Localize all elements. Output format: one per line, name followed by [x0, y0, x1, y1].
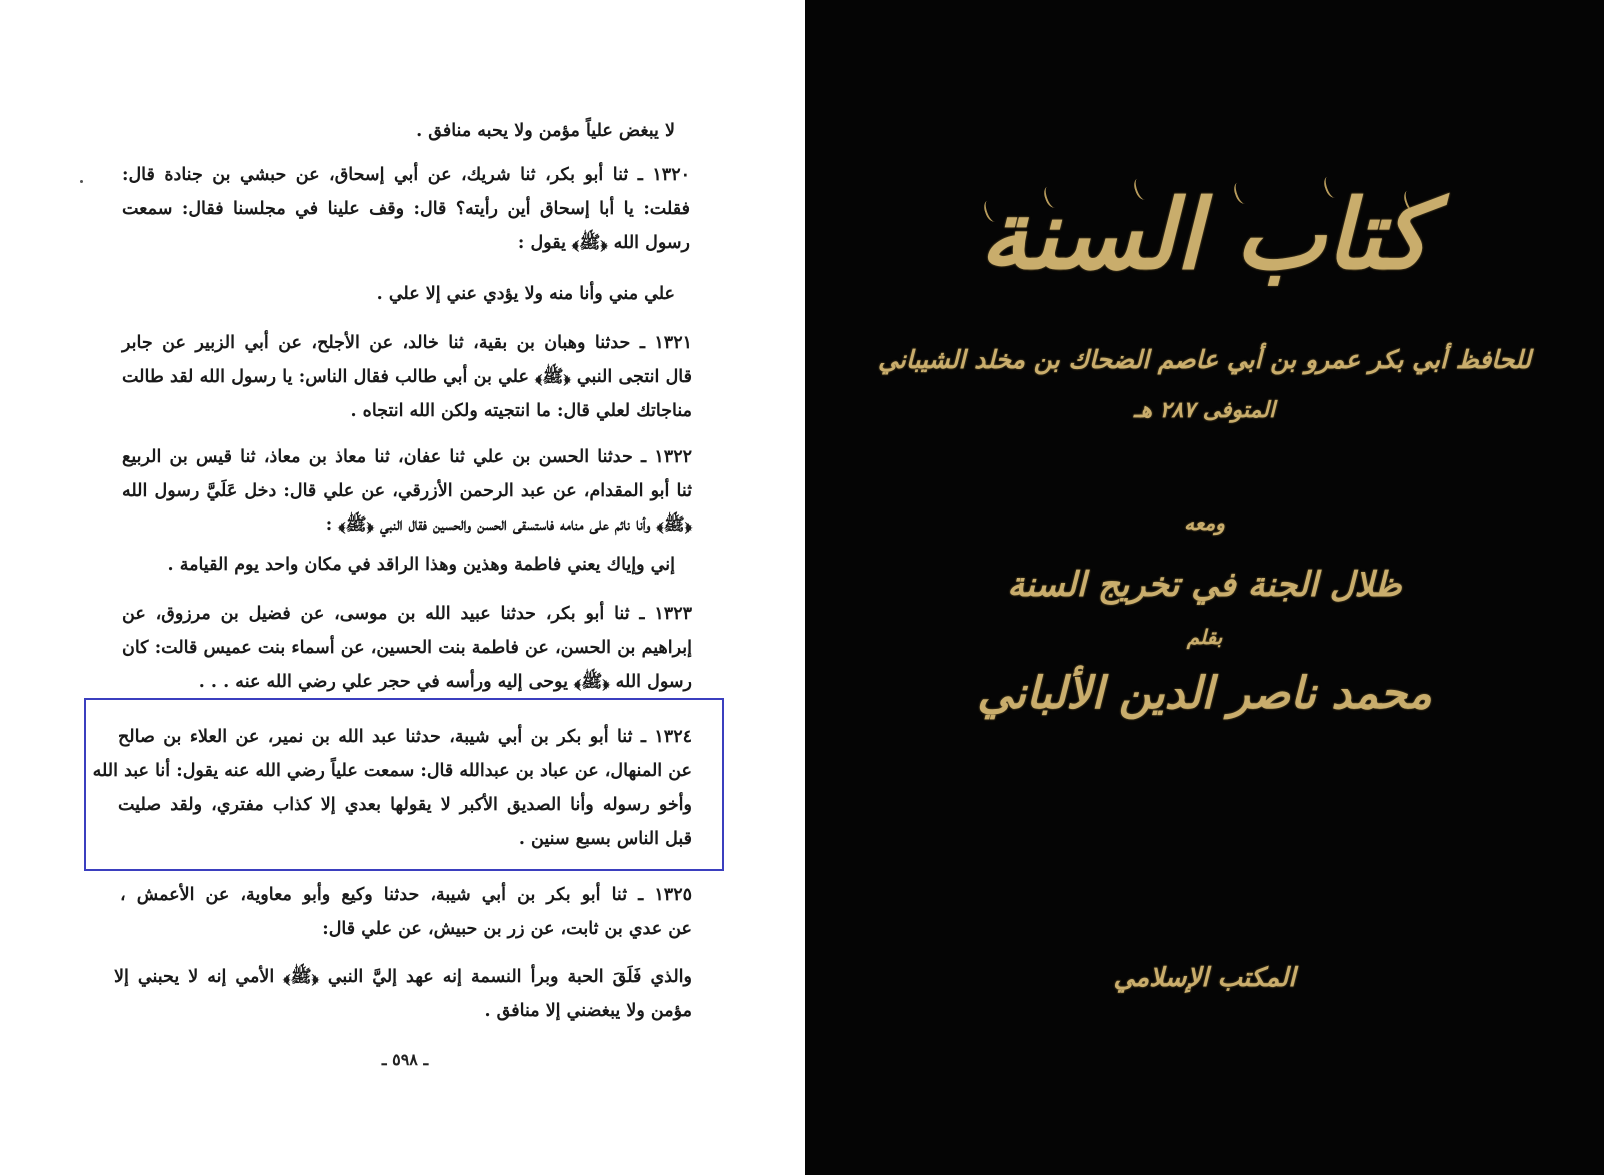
book-cover: [805, 0, 1604, 1175]
text-line: لا يبغض علياً مؤمن ولا يحبه منافق .: [416, 121, 675, 141]
cover-with-label: ومعه: [1184, 511, 1225, 535]
hadith-1323: [122, 597, 692, 699]
hadith-1320: [122, 158, 690, 260]
text-line: ثنا أبو المقدام، عن عبد الرحمن الأزرقي، عن علي قال: دخل عَلَيَّ رسول الله: [122, 481, 692, 501]
hadith-1321: [122, 326, 692, 428]
hadith-quote-2: [377, 277, 675, 311]
page-number: ـ ٥٩٨ ـ: [381, 1050, 429, 1069]
cover-editor: محمد ناصر الدين الألباني: [977, 668, 1432, 719]
text-line: عن المنهال، عن عباد بن عبدالله قال: سمعت علياً رضي الله عنه يقول: أنا عبد الله: [92, 761, 692, 781]
scan-speck: [80, 180, 83, 183]
text-line: وأخو رسوله وأنا الصديق الأكبر لا يقولها بعدي إلا كذاب مفتري، ولقد صليت: [118, 795, 692, 815]
text-line: عن عدي بن ثابت، عن زر بن حبيش، عن علي قال:: [322, 919, 692, 939]
text-line: مناجاتك لعلي قال: ما انتجيته ولكن الله انتجاه .: [350, 401, 692, 421]
text-line: علي مني وأنا منه ولا يؤدي عني إلا علي .: [376, 284, 675, 304]
hadith-1322: [122, 440, 692, 542]
text-line: ١٣٢٣ ـ ثنا أبو بكر، حدثنا عبيد الله بن موسى، عن فضيل بن مرزوق، عن: [122, 604, 692, 624]
cover-subtitle: ظلال الجنة في تخريج السنة: [1007, 565, 1402, 605]
cover-title: كتاب السنة: [979, 178, 1430, 291]
cover-death-date: المتوفى ٢٨٧ هـ: [1133, 397, 1276, 423]
text-line: ١٣٢٠ ـ ثنا أبو بكر، ثنا شريك، عن أبي إسحاق، عن حبشي بن جنادة قال:: [122, 165, 690, 185]
cover-author: للحافظ أبي بكر عمرو بن أبي عاصم الضحاك بن مخلد الشيباني: [878, 345, 1531, 374]
text-line: ١٣٢٤ ـ ثنا أبو بكر بن أبي شيبة، حدثنا عبد الله بن نمير، عن العلاء بن صالح: [118, 727, 692, 747]
text-line: قبل الناس بسبع سنين .: [518, 829, 692, 849]
text-line: مؤمن ولا يبغضني إلا منافق .: [484, 1001, 692, 1021]
text-line: قال انتجى النبي ﴿ﷺ﴾ علي بن أبي طالب فقال الناس: يا رسول الله لقد طالت: [122, 367, 692, 387]
text-line: ﴿ﷺ﴾ وأنا نائم على منامه فاستسقى الحسن والحسين فقال النبي ﴿ﷺ﴾ :: [325, 515, 692, 535]
cover-publisher: المكتب الإسلامي: [1113, 963, 1296, 993]
text-line: إبراهيم بن الحسن، عن فاطمة بنت الحسين، عن أسماء بنت عميس قالت: كان: [122, 638, 692, 658]
text-line: والذي فَلَقَ الحبة وبرأ النسمة إنه عهد إليَّ النبي ﴿ﷺ﴾ الأمي إنه لا يحبني إلا: [114, 967, 692, 987]
text-line: إني وإياك يعني فاطمة وهذين وهذا الراقد في مكان واحد يوم القيامة .: [167, 555, 675, 575]
text-line: فقلت: يا أبا إسحاق أين رأيته؟ قال: وقف علينا في مجلسنا فقال: سمعت: [122, 199, 690, 219]
text-line: ١٣٢١ ـ حدثنا وهبان بن بقية، ثنا خالد، عن الأجلح، عن أبي الزبير عن جابر: [122, 333, 692, 353]
text-line: رسول الله ﴿ﷺ﴾ يوحى إليه ورأسه في حجر علي رضي الله عنه . . .: [198, 672, 692, 692]
cover-by-label: بقلم: [1186, 625, 1223, 649]
hadith-quote-1: [416, 114, 675, 148]
text-line: ١٣٢٢ ـ حدثنا الحسن بن علي ثنا عفان، ثنا معاذ بن معاذ، ثنا قيس بن الربيع: [122, 447, 692, 467]
text-line: ١٣٢٥ ـ ثنا أبو بكر بن أبي شيبة، حدثنا وكيع وأبو معاوية، عن الأعمش ،: [120, 885, 692, 905]
hadith-quote-3: [168, 548, 675, 582]
hadith-1325: [120, 878, 692, 946]
hadith-quote-4: [114, 960, 692, 1028]
text-line: رسول الله ﴿ﷺ﴾ يقول :: [517, 233, 690, 253]
hadith-1324: [92, 720, 692, 856]
